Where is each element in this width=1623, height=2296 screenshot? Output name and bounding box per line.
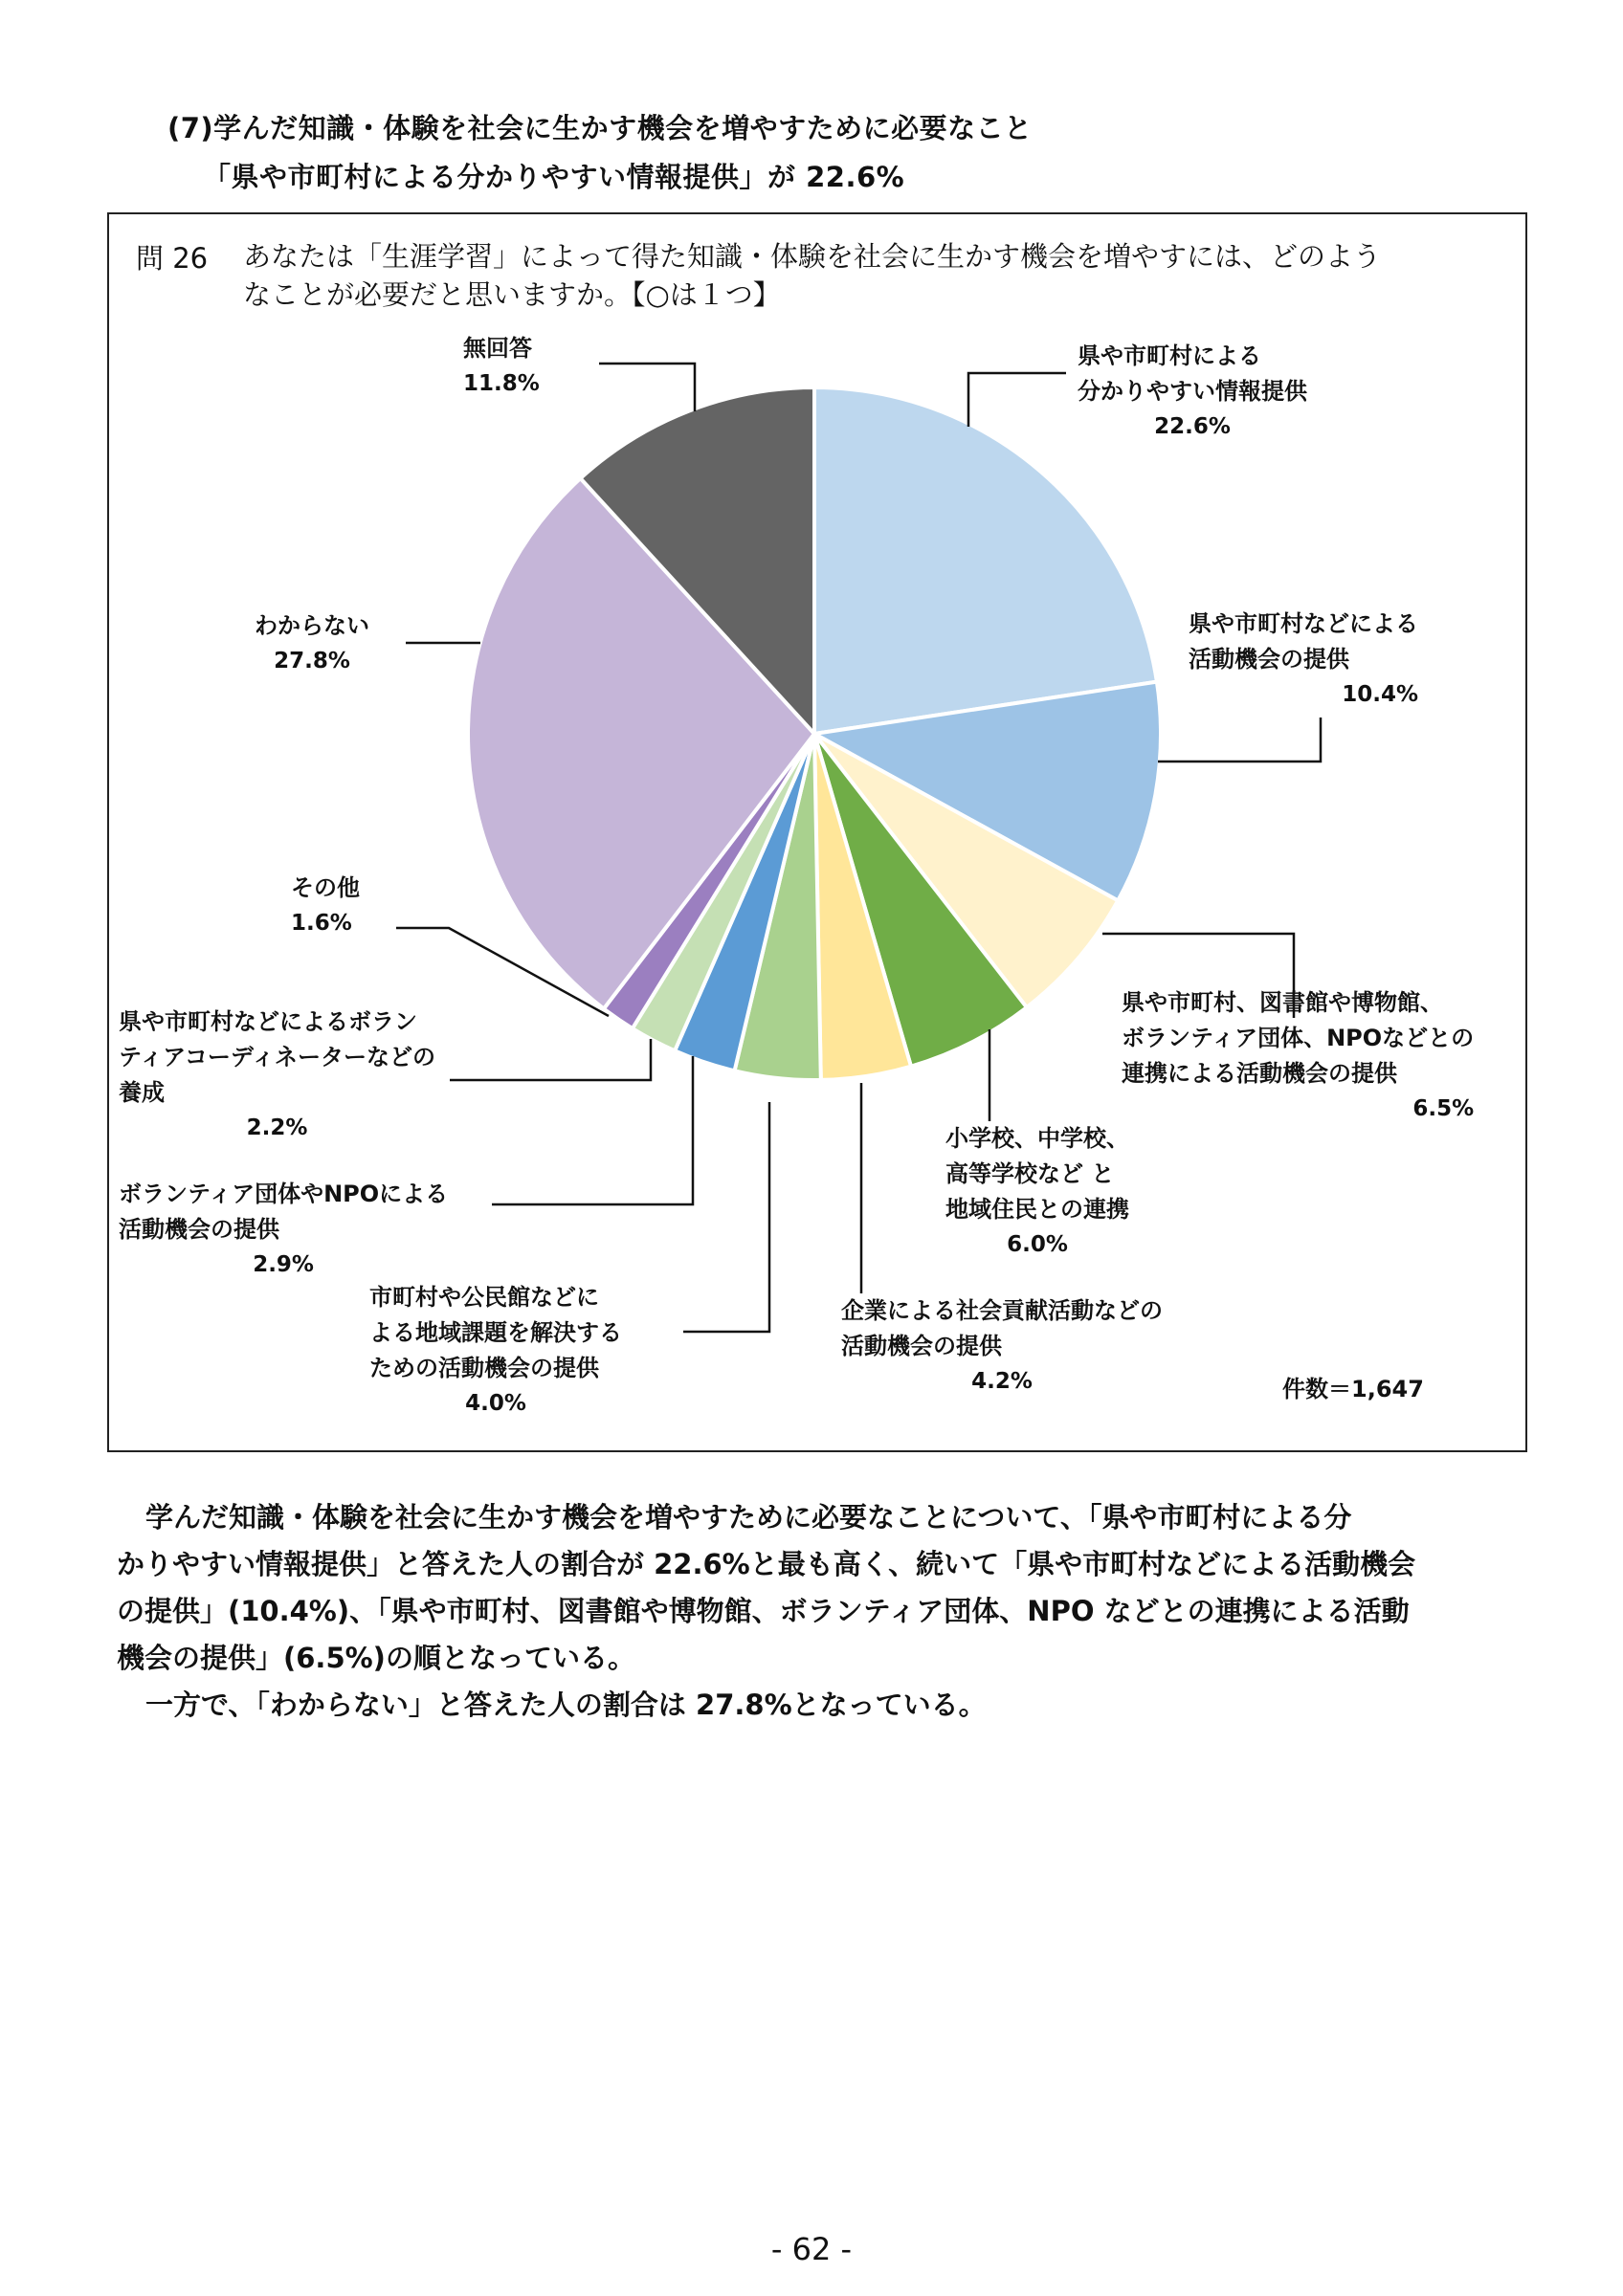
slice-label-line: 地域住民との連携 — [945, 1196, 1129, 1223]
question-text-line: なことが必要だと思いますか。【○は１つ】 — [243, 278, 781, 311]
slice-percent-6: 2.9% — [253, 1252, 314, 1277]
chart-box — [107, 212, 1527, 1452]
slice-label-line: 無回答 — [463, 335, 532, 362]
slice-percent-0: 22.6% — [1154, 414, 1231, 439]
slice-label-6 — [119, 1177, 448, 1283]
slice-percent-9: 27.8% — [274, 649, 350, 673]
slice-label-4 — [841, 1293, 1163, 1400]
sample-count: 件数＝1,647 — [1282, 1376, 1424, 1402]
leader-line-5 — [683, 1102, 769, 1332]
slice-label-line: ボランティア団体やNPOによる — [119, 1181, 449, 1207]
slice-label-line: 高等学校など と — [945, 1160, 1115, 1187]
slice-label-line: 小学校、中学校、 — [945, 1125, 1129, 1152]
slice-label-line: 活動機会の提供 — [1189, 646, 1349, 673]
slice-label-3 — [945, 1121, 1129, 1263]
slice-label-line: 養成 — [119, 1079, 165, 1106]
slice-label-line: 連携による活動機会の提供 — [1122, 1060, 1397, 1087]
body-line: 機会の提供」(6.5%)の順となっている。 — [117, 1642, 635, 1674]
question-number: 問 26 — [136, 242, 209, 275]
slice-percent-5: 4.0% — [465, 1391, 526, 1416]
slice-label-0 — [1078, 339, 1307, 445]
slice-label-line: 企業による社会貢献活動などの — [841, 1297, 1163, 1324]
leader-line-6 — [492, 1056, 693, 1204]
slice-label-line: 県や市町村による — [1078, 342, 1261, 369]
slice-label-line: ティアコーディネーターなどの — [119, 1044, 435, 1071]
slice-label-8 — [291, 871, 360, 941]
slice-label-line: 県や市町村、図書館や博物館、 — [1122, 989, 1443, 1016]
slice-label-line: 分かりやすい情報提供 — [1078, 378, 1307, 405]
body-line: 学んだ知識・体験を社会に生かす機会を増やすために必要なことについて、「県や市町村による分 — [145, 1501, 1352, 1534]
body-line: かりやすい情報提供」と答えた人の割合が 22.6%と最も高く、続いて「県や市町村などによる活動機会 — [117, 1548, 1416, 1580]
slice-percent-3: 6.0% — [1007, 1232, 1068, 1257]
section-subheading: 「県や市町村による分かりやすい情報提供」が 22.6% — [203, 161, 905, 193]
slice-label-line: わからない — [255, 612, 369, 639]
slice-label-line: ための活動機会の提供 — [369, 1355, 599, 1381]
slice-label-line: 市町村や公民館などに — [369, 1284, 599, 1311]
slice-percent-1: 10.4% — [1342, 682, 1418, 707]
slice-label-line: 県や市町村などによるボラン — [119, 1008, 417, 1035]
question-text-line: あなたは「生涯学習」によって得た知識・体験を社会に生かす機会を増やすには、どのよう — [243, 240, 1382, 273]
slice-percent-4: 4.2% — [971, 1369, 1033, 1394]
body-line: 一方で、「わからない」と答えた人の割合は 27.8%となっている。 — [145, 1689, 987, 1721]
slice-label-line: 県や市町村などによる — [1189, 610, 1418, 637]
leader-line-1 — [1158, 718, 1321, 762]
slice-percent-2: 6.5% — [1412, 1096, 1475, 1121]
slice-label-2 — [1122, 985, 1474, 1127]
section-heading: (7)学んだ知識・体験を社会に生かす機会を増やすために必要なこと — [167, 112, 1033, 144]
leader-line-0 — [968, 373, 1066, 427]
slice-label-line: 活動機会の提供 — [119, 1216, 279, 1243]
slice-label-line: よる地域課題を解決する — [369, 1319, 622, 1346]
pie-slices — [468, 387, 1161, 1080]
body-paragraph — [117, 1494, 1523, 1729]
slice-label-7 — [119, 1004, 435, 1146]
slice-label-line: その他 — [291, 874, 360, 901]
slice-percent-10: 11.8% — [463, 371, 540, 396]
slice-label-line: 活動機会の提供 — [841, 1333, 1002, 1359]
slice-label-1 — [1189, 607, 1418, 713]
slice-label-5 — [369, 1280, 622, 1422]
slice-label-line: ボランティア団体、NPOなどとの — [1122, 1025, 1475, 1051]
leader-line-7 — [450, 1039, 651, 1080]
body-line: の提供」(10.4%)、「県や市町村、図書館や博物館、ボランティア団体、NPO などとの連携による活動 — [117, 1595, 1410, 1627]
slice-percent-8: 1.6% — [291, 911, 352, 936]
leader-line-10 — [599, 364, 695, 411]
slice-label-9 — [255, 608, 369, 679]
page-number: - 62 - — [770, 2231, 853, 2267]
slice-percent-7: 2.2% — [246, 1115, 308, 1140]
slice-label-10 — [463, 331, 540, 402]
